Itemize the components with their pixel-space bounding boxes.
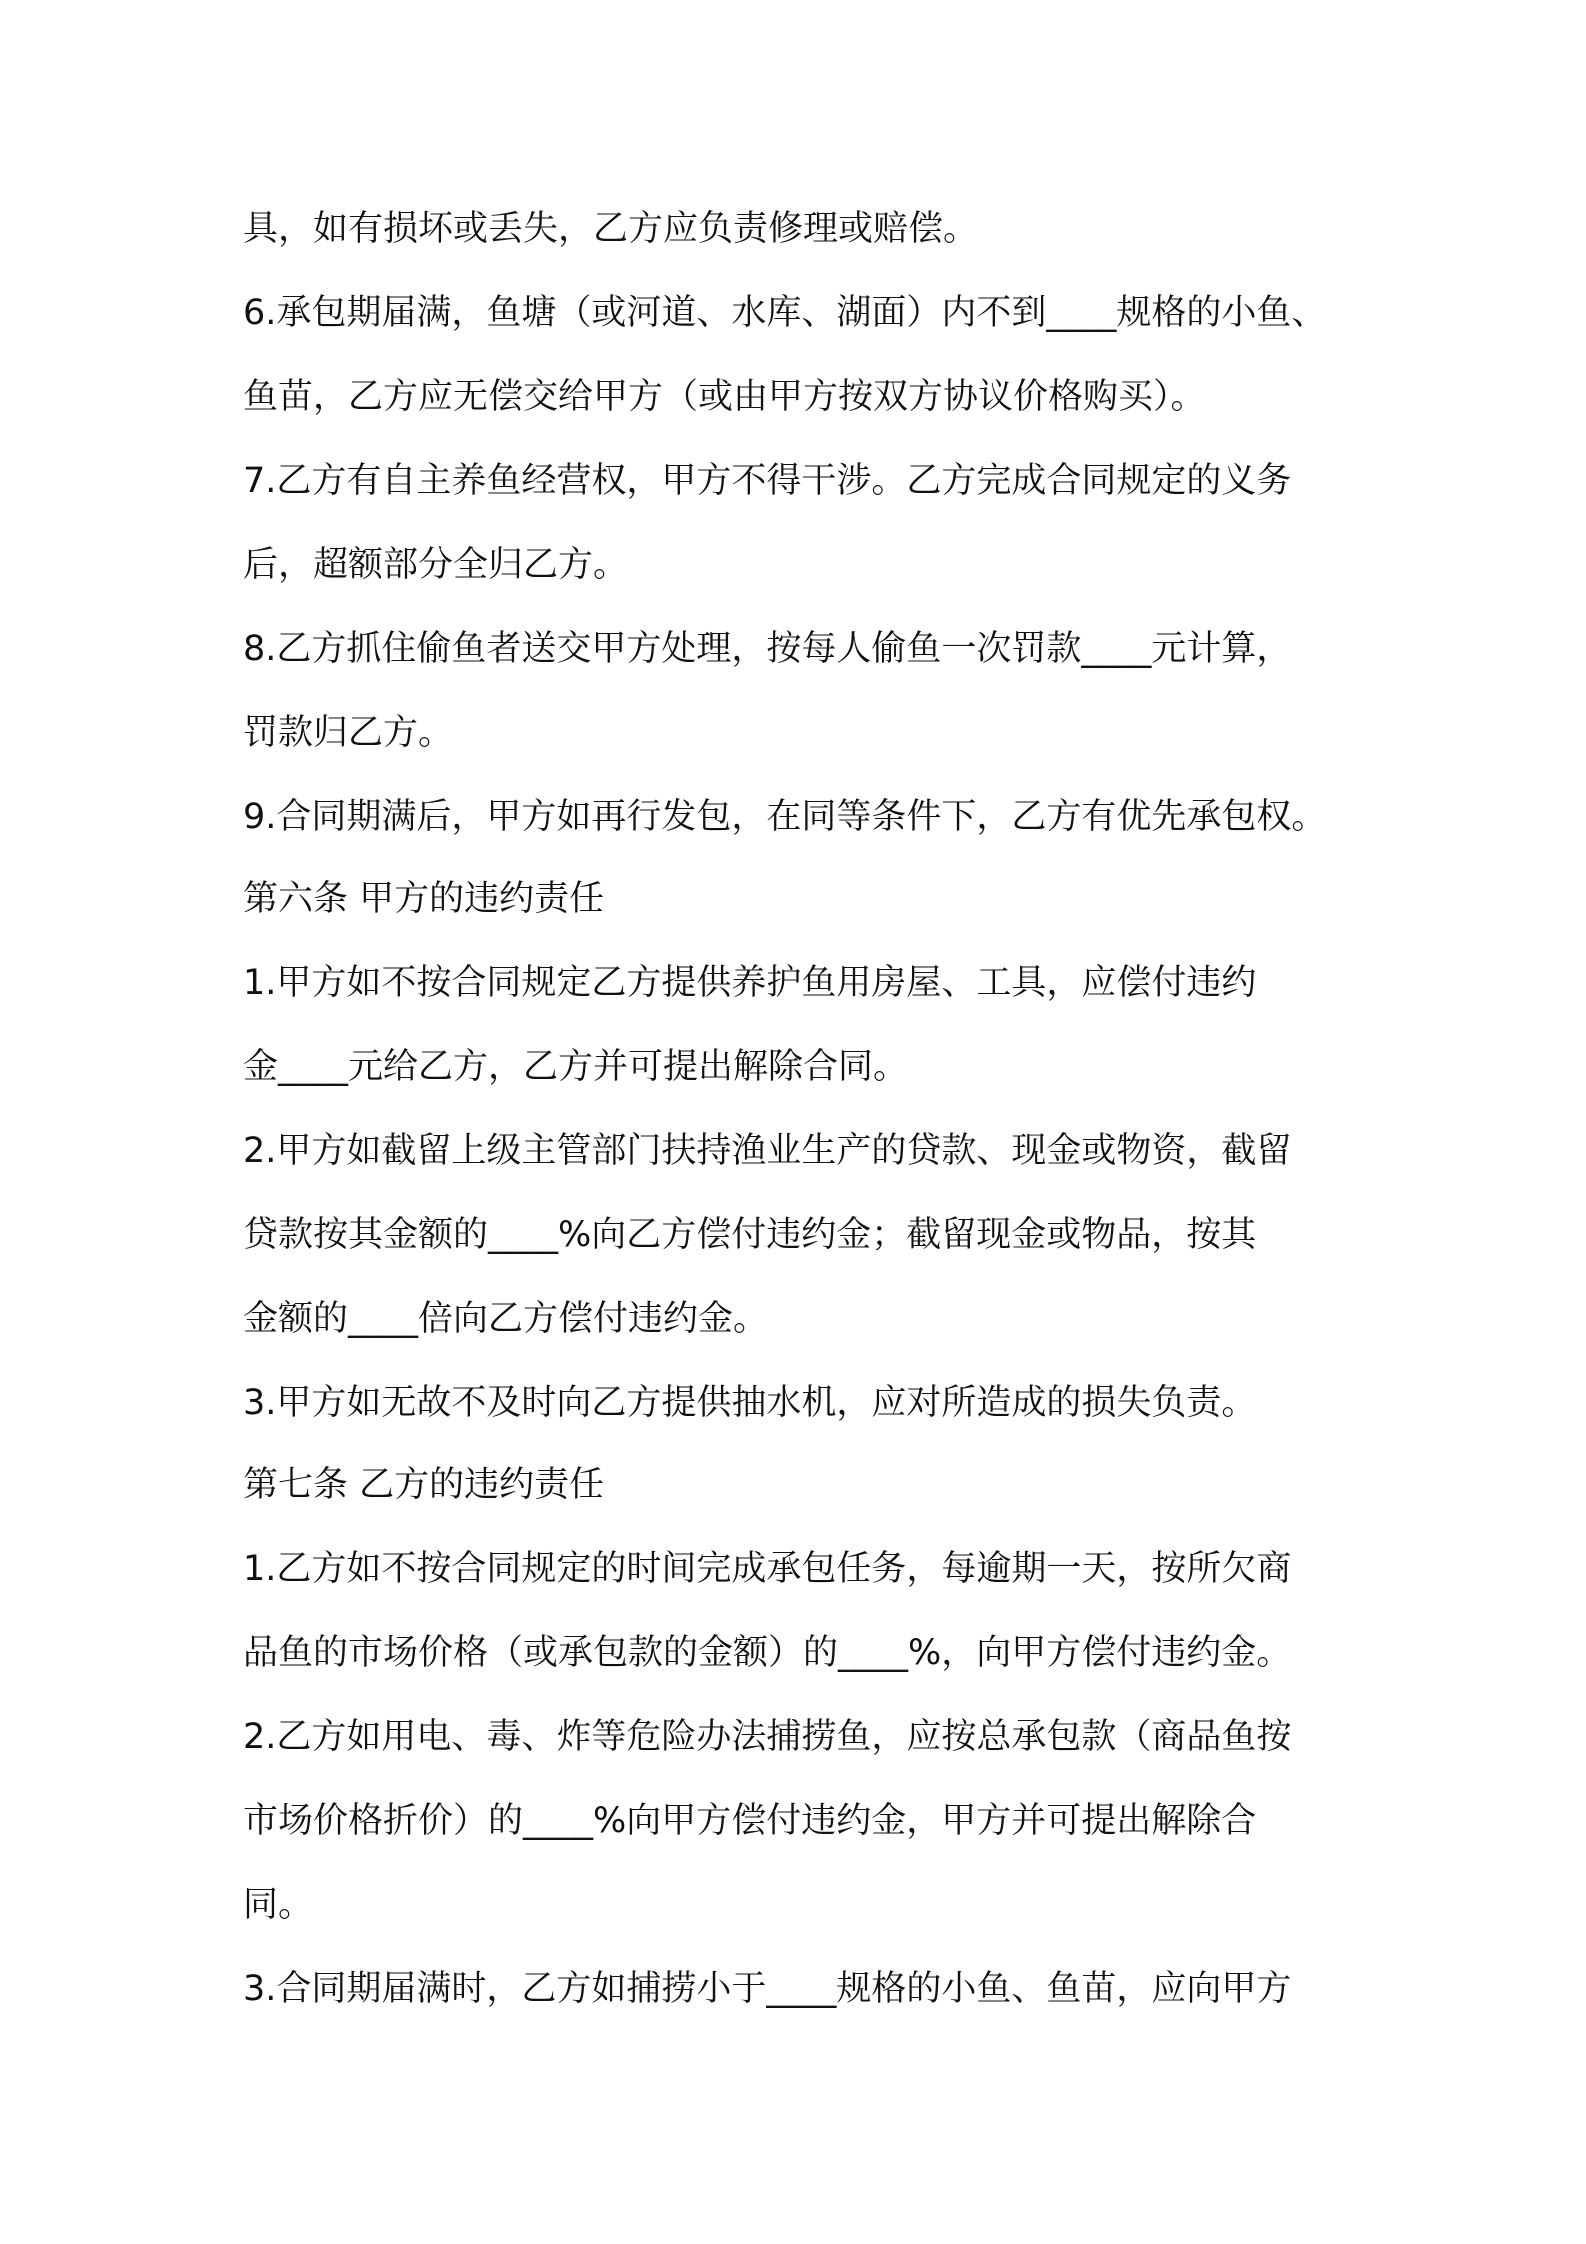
text-line: 7.乙方有自主养鱼经营权，甲方不得干涉。乙方完成合同规定的义务 [243, 461, 1292, 501]
text-line: 罚款归乙方。 [243, 713, 454, 753]
text-line: 具，如有损坏或丢失，乙方应负责修理或赔偿。 [243, 209, 979, 249]
text-line: 1.甲方如不按合同规定乙方提供养护鱼用房屋、工具，应偿付违约 [243, 963, 1257, 1003]
text-line: 3.甲方如无故不及时向乙方提供抽水机，应对所造成的损失负责。 [243, 1383, 1257, 1423]
text-line: 后，超额部分全归乙方。 [243, 545, 629, 585]
text-line: 品鱼的市场价格（或承包款的金额）的____%，向甲方偿付违约金。 [243, 1633, 1292, 1673]
text-line: 2.乙方如用电、毒、炸等危险办法捕捞鱼，应按总承包款（商品鱼按 [243, 1717, 1292, 1757]
text-line: 金额的____倍向乙方偿付违约金。 [243, 1299, 769, 1339]
text-line: 市场价格折价）的____%向甲方偿付违约金，甲方并可提出解除合 [243, 1801, 1257, 1841]
text-line: 同。 [243, 1885, 314, 1925]
text-line: 6.承包期届满，鱼塘（或河道、水库、湖面）内不到____规格的小鱼、 [243, 293, 1327, 333]
text-line: 8.乙方抓住偷鱼者送交甲方处理，按每人偷鱼一次罚款____元计算， [243, 629, 1292, 669]
section-heading: 第六条 甲方的违约责任 [243, 879, 605, 919]
text-line: 9.合同期满后，甲方如再行发包，在同等条件下，乙方有优先承包权。 [243, 797, 1327, 837]
text-line: 3.合同期届满时，乙方如捕捞小于____规格的小鱼、鱼苗，应向甲方 [243, 1969, 1292, 2009]
section-heading: 第七条 乙方的违约责任 [243, 1465, 605, 1505]
text-line: 2.甲方如截留上级主管部门扶持渔业生产的贷款、现金或物资，截留 [243, 1131, 1292, 1171]
text-line: 金____元给乙方，乙方并可提出解除合同。 [243, 1047, 909, 1087]
text-line: 鱼苗，乙方应无偿交给甲方（或由甲方按双方协议价格购买）。 [243, 377, 1206, 417]
text-line: 1.乙方如不按合同规定的时间完成承包任务，每逾期一天，按所欠商 [243, 1549, 1292, 1589]
text-line: 贷款按其金额的____%向乙方偿付违约金；截留现金或物品，按其 [243, 1215, 1257, 1255]
